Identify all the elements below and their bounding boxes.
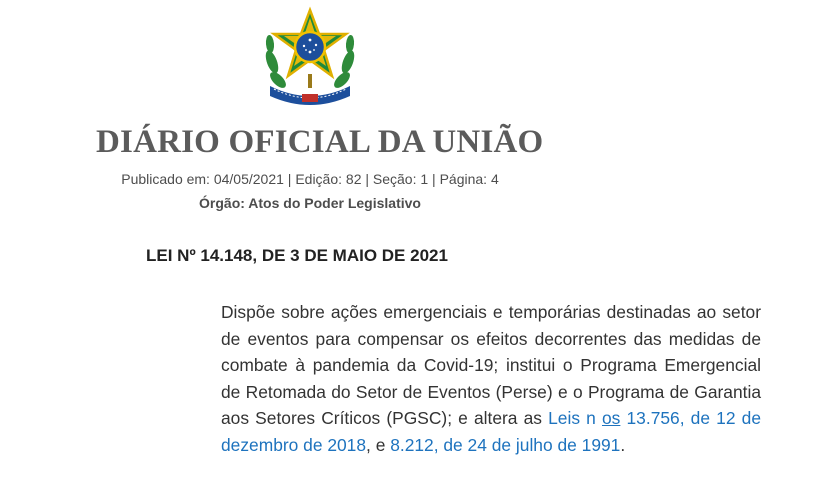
orgao-label: Órgão: Atos do Poder Legislativo (199, 195, 421, 211)
ementa-separator: , e (366, 434, 391, 455)
ementa-main: Dispõe sobre ações emergenciais e temporárias destinadas ao setor de eventos para compensar os efeitos decorrentes das medidas de combate à pandemia da Covid-19; institui o Programa Emergencial de Retomada do Setor de Eventos (Perse) e o Programa de Garantia aos Setores Críticos (PGSC); e altera as (221, 302, 761, 428)
page-title: DIÁRIO OFICIAL DA UNIÃO (96, 124, 544, 160)
law-title: LEI Nº 14.148, DE 3 DE MAIO DE 2021 (146, 246, 448, 265)
ementa-text (221, 299, 761, 458)
ementa-end: . (620, 434, 626, 455)
publication-meta: Publicado em: 04/05/2021 | Edição: 82 | Seção: 1 | Página: 4 (121, 171, 499, 187)
law-link-13756[interactable]: Leis n os 13.756, de 12 de dezembro de 2018 (221, 408, 761, 455)
law-link-8212[interactable]: 8.212, de 24 de julho de 1991 (390, 434, 621, 455)
brazil-coat-of-arms-icon (258, 4, 362, 110)
